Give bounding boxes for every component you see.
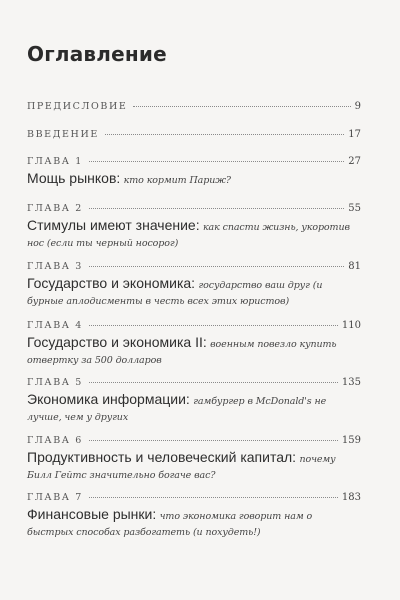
chapter-title-main: Государство и экономика: [27,275,196,291]
chapter-title-sub: кто кормит Париж? [123,175,231,186]
chapter-title-main: Мощь рынков: [27,170,121,186]
entry-label: ГЛАВА 1 [27,156,83,167]
page-number: 9 [354,101,361,112]
toc-entry-chapter-3[interactable] [27,261,361,308]
chapter-title-sub: гамбургер в McDonald's не лучше, чем у других [27,396,327,423]
page-number: 27 [348,156,361,167]
dot-leader [89,440,338,441]
toc-entry-header [27,129,361,140]
entry-label: ГЛАВА 6 [27,435,83,446]
chapter-title-sub: военным повезло купить отвертку за 500 долларов [27,339,337,366]
page-number: 17 [348,129,361,140]
page-number: 55 [348,203,361,214]
entry-label: ГЛАВА 3 [27,261,83,272]
chapter-title [27,277,361,308]
toc-entry-header [27,203,361,214]
toc-entry-chapter-7[interactable] [27,492,361,539]
toc-entry-header [27,261,361,272]
page-number: 110 [341,320,361,331]
dot-leader [89,266,344,267]
chapter-title-main: Продуктивность и человеческий капитал: [27,449,297,465]
dot-leader [133,106,350,107]
chapter-title-sub: почему Билл Гейтс значительно богаче вас? [27,454,336,481]
chapter-title-sub: как спасти жизнь, укоротив нос (если ты черный носорог) [27,222,350,249]
chapter-title-main: Финансовые рынки: [27,506,157,522]
page-number: 135 [341,377,361,388]
chapter-title [27,172,361,188]
toc-entry-chapter-4[interactable] [27,320,361,367]
dot-leader [89,325,338,326]
chapter-title-main: Экономика информации: [27,391,190,407]
chapter-title-main: Государство и экономика II: [27,334,207,350]
chapter-title [27,219,361,250]
dot-leader [105,134,344,135]
page-number: 183 [341,492,361,503]
toc-entry-header [27,156,361,167]
entry-label: ВВЕДЕНИЕ [27,129,99,140]
toc-entry-header [27,435,361,446]
page-title: Оглавление [27,42,167,66]
toc-entry-chapter-5[interactable] [27,377,361,424]
chapter-title-sub: что экономика говорит нам о быстрых способах разбогатеть (и похудеть!) [27,511,313,538]
entry-label: ГЛАВА 2 [27,203,83,214]
dot-leader [89,161,344,162]
entry-label: ГЛАВА 5 [27,377,83,388]
toc-entry-header [27,101,361,112]
toc-entry-chapter-1[interactable] [27,156,361,188]
toc-entry-intro[interactable] [27,129,361,140]
page-number: 81 [348,261,361,272]
toc-entry-preface[interactable] [27,101,361,112]
page-number: 159 [341,435,361,446]
dot-leader [89,497,338,498]
toc-entry-chapter-6[interactable] [27,435,361,482]
toc-entry-header [27,492,361,503]
toc-entry-header [27,377,361,388]
entry-label: ГЛАВА 7 [27,492,83,503]
dot-leader [89,382,338,383]
chapter-title-main: Стимулы имеют значение: [27,217,200,233]
dot-leader [89,208,344,209]
toc-entry-header [27,320,361,331]
chapter-title [27,451,361,482]
chapter-title [27,393,361,424]
entry-label: ГЛАВА 4 [27,320,83,331]
chapter-title [27,336,361,367]
entry-label: ПРЕДИСЛОВИЕ [27,101,128,112]
chapter-title-sub: государство ваш друг (и бурные аплодисменты в честь всех этих юристов) [27,280,323,307]
chapter-title [27,508,361,539]
toc-entry-chapter-2[interactable] [27,203,361,250]
